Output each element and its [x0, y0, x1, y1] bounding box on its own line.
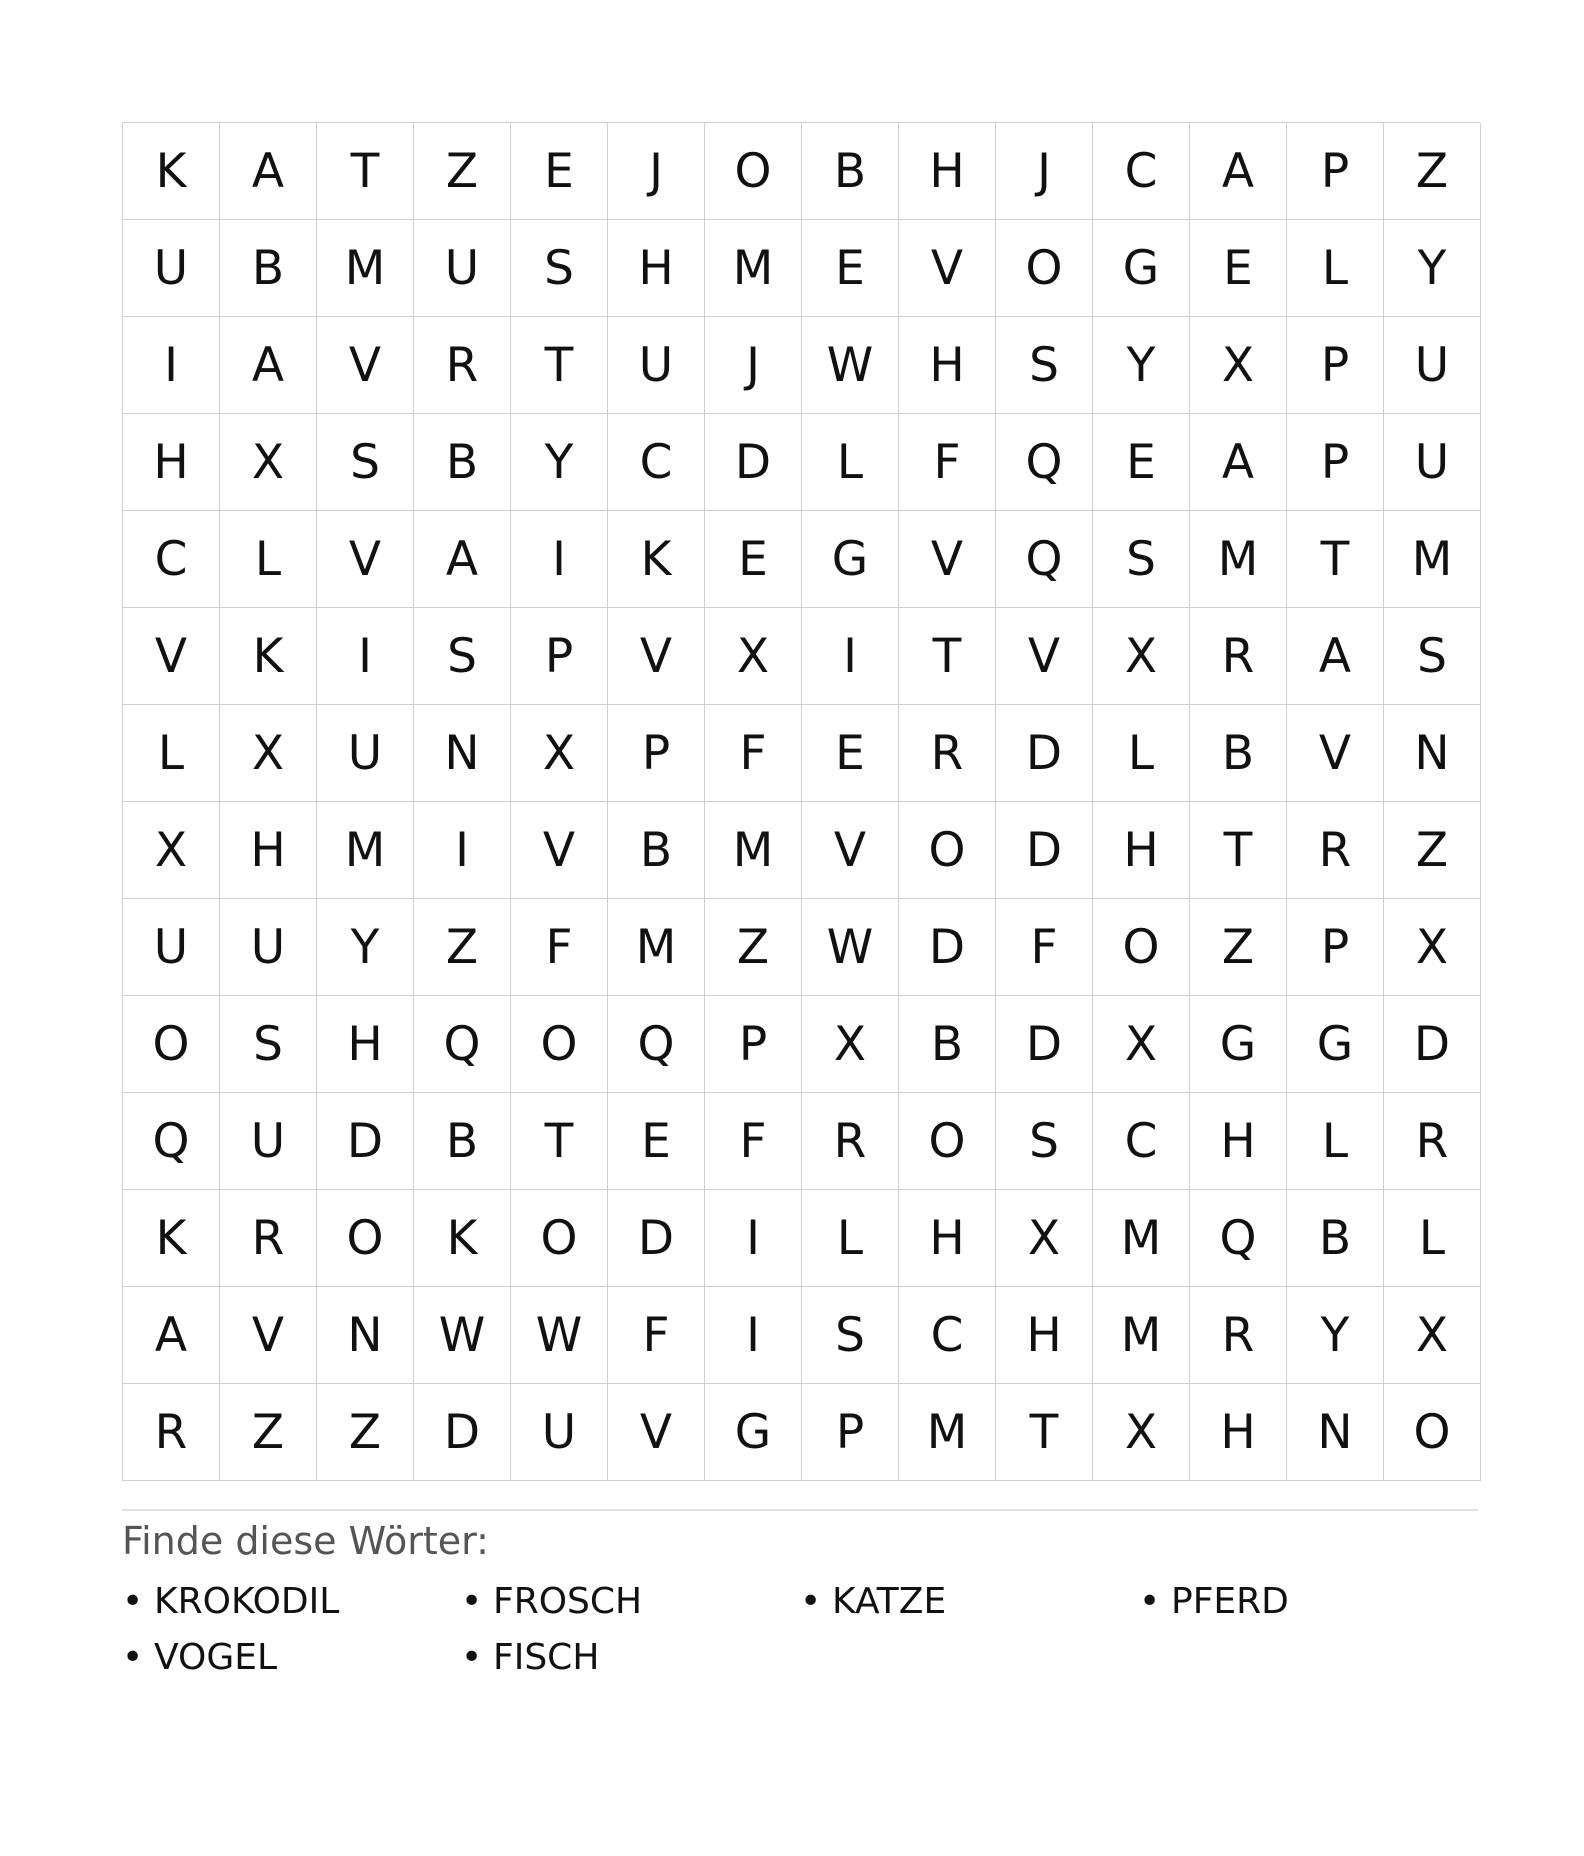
grid-cell[interactable]: R [1384, 1093, 1481, 1190]
grid-cell[interactable]: B [414, 1093, 511, 1190]
grid-cell[interactable]: O [705, 123, 802, 220]
grid-cell[interactable]: M [1190, 511, 1287, 608]
grid-cell[interactable]: O [996, 220, 1093, 317]
grid-cell[interactable]: Y [511, 414, 608, 511]
grid-cell[interactable]: Z [1384, 123, 1481, 220]
grid-cell[interactable]: R [414, 317, 511, 414]
grid-cell[interactable]: K [123, 123, 220, 220]
grid-cell[interactable]: S [996, 317, 1093, 414]
word-list-title: Finde diese Wörter: [122, 1519, 489, 1563]
grid-cell[interactable]: N [317, 1287, 414, 1384]
grid-cell[interactable]: P [1287, 123, 1384, 220]
grid-cell[interactable]: U [608, 317, 705, 414]
grid-cell[interactable]: E [705, 511, 802, 608]
grid-cell[interactable]: U [414, 220, 511, 317]
grid-cell[interactable]: L [1287, 220, 1384, 317]
grid-cell[interactable]: T [317, 123, 414, 220]
grid-cell[interactable]: M [1384, 511, 1481, 608]
grid-cell[interactable]: Q [123, 1093, 220, 1190]
grid-cell[interactable]: L [1384, 1190, 1481, 1287]
grid-cell[interactable]: S [414, 608, 511, 705]
grid-cell[interactable]: G [802, 511, 899, 608]
grid-cell[interactable]: R [220, 1190, 317, 1287]
grid-cell[interactable]: P [705, 996, 802, 1093]
grid-cell[interactable]: A [123, 1287, 220, 1384]
grid-cell[interactable]: K [608, 511, 705, 608]
grid-cell[interactable]: V [123, 608, 220, 705]
grid-cell[interactable]: T [1287, 511, 1384, 608]
grid-cell[interactable]: V [511, 802, 608, 899]
grid-cell[interactable]: L [1093, 705, 1190, 802]
grid-cell[interactable]: D [1384, 996, 1481, 1093]
grid-cell[interactable]: A [1190, 123, 1287, 220]
grid-cell[interactable]: I [317, 608, 414, 705]
grid-cell[interactable]: J [608, 123, 705, 220]
grid-cell[interactable]: F [705, 1093, 802, 1190]
grid-cell[interactable]: P [802, 1384, 899, 1481]
grid-cell[interactable]: U [1384, 414, 1481, 511]
grid-cell[interactable]: Q [996, 414, 1093, 511]
grid-cell[interactable]: G [1287, 996, 1384, 1093]
grid-cell[interactable]: Y [1093, 317, 1190, 414]
bullet-icon: • [1139, 1581, 1161, 1622]
grid-cell[interactable]: K [414, 1190, 511, 1287]
grid-cell[interactable]: R [1190, 1287, 1287, 1384]
grid-cell[interactable]: U [317, 705, 414, 802]
grid-cell[interactable]: K [123, 1190, 220, 1287]
grid-cell[interactable]: I [123, 317, 220, 414]
grid-cell[interactable]: H [996, 1287, 1093, 1384]
grid-cell[interactable]: O [511, 1190, 608, 1287]
grid-cell[interactable]: P [511, 608, 608, 705]
grid-cell[interactable]: O [899, 1093, 996, 1190]
grid-cell[interactable]: U [220, 1093, 317, 1190]
grid-cell[interactable]: L [123, 705, 220, 802]
grid-cell[interactable]: D [317, 1093, 414, 1190]
grid-cell[interactable]: B [608, 802, 705, 899]
grid-cell[interactable]: H [317, 996, 414, 1093]
grid-cell[interactable]: P [1287, 899, 1384, 996]
grid-cell[interactable]: F [511, 899, 608, 996]
grid-cell[interactable]: S [511, 220, 608, 317]
grid-cell[interactable]: L [802, 414, 899, 511]
grid-cell[interactable]: U [220, 899, 317, 996]
grid-cell[interactable]: H [1190, 1093, 1287, 1190]
word-label: PFERD [1171, 1581, 1289, 1622]
grid-cell[interactable]: D [996, 996, 1093, 1093]
grid-cell[interactable]: J [705, 317, 802, 414]
grid-cell[interactable]: X [220, 414, 317, 511]
grid-cell[interactable]: R [1287, 802, 1384, 899]
grid-cell[interactable]: U [1384, 317, 1481, 414]
word-list-item [1139, 1579, 1478, 1625]
grid-cell[interactable]: P [1287, 414, 1384, 511]
grid-cell[interactable]: X [1384, 899, 1481, 996]
grid-cell[interactable]: H [608, 220, 705, 317]
word-list [122, 1579, 1478, 1681]
grid-cell[interactable]: H [1093, 802, 1190, 899]
word-list-item [461, 1579, 800, 1625]
grid-cell[interactable]: R [1190, 608, 1287, 705]
grid-cell[interactable]: J [996, 123, 1093, 220]
grid-cell[interactable]: B [220, 220, 317, 317]
word-label: KROKODIL [154, 1581, 340, 1622]
grid-cell[interactable]: X [705, 608, 802, 705]
grid-cell[interactable]: V [317, 511, 414, 608]
grid-cell[interactable]: B [802, 123, 899, 220]
grid-cell[interactable]: X [511, 705, 608, 802]
grid-cell[interactable]: L [220, 511, 317, 608]
word-label: KATZE [832, 1581, 947, 1622]
grid-cell[interactable]: S [1093, 511, 1190, 608]
grid-cell[interactable]: H [123, 414, 220, 511]
grid-cell[interactable]: T [1190, 802, 1287, 899]
divider [122, 1509, 1478, 1511]
bullet-icon: • [461, 1581, 483, 1622]
word-list-item [122, 1579, 461, 1625]
grid-cell[interactable]: V [899, 511, 996, 608]
grid-cell[interactable]: R [899, 705, 996, 802]
grid-cell[interactable]: M [705, 802, 802, 899]
grid-cell[interactable]: B [414, 414, 511, 511]
grid-cell[interactable]: G [1093, 220, 1190, 317]
grid-cell[interactable]: F [705, 705, 802, 802]
grid-cell[interactable]: U [511, 1384, 608, 1481]
grid-cell[interactable]: M [899, 1384, 996, 1481]
grid-cell[interactable]: T [511, 1093, 608, 1190]
grid-cell[interactable]: H [220, 802, 317, 899]
grid-cell[interactable]: C [1093, 123, 1190, 220]
grid-cell[interactable]: A [1190, 414, 1287, 511]
grid-cell[interactable]: N [1287, 1384, 1384, 1481]
grid-cell[interactable]: Q [1190, 1190, 1287, 1287]
grid-cell[interactable]: H [899, 317, 996, 414]
grid-cell[interactable]: I [705, 1190, 802, 1287]
grid-cell[interactable]: X [1384, 1287, 1481, 1384]
grid-cell[interactable]: F [608, 1287, 705, 1384]
grid-cell[interactable]: W [802, 317, 899, 414]
grid-cell[interactable]: O [123, 996, 220, 1093]
grid-cell[interactable]: D [608, 1190, 705, 1287]
grid-cell[interactable]: X [1093, 996, 1190, 1093]
grid-cell[interactable]: Z [220, 1384, 317, 1481]
grid-cell[interactable]: V [899, 220, 996, 317]
grid-cell[interactable]: C [1093, 1093, 1190, 1190]
grid-cell[interactable]: O [511, 996, 608, 1093]
grid-cell[interactable]: D [996, 802, 1093, 899]
grid-cell[interactable]: X [1190, 317, 1287, 414]
grid-cell[interactable]: W [414, 1287, 511, 1384]
bullet-icon: • [122, 1637, 144, 1678]
grid-cell[interactable]: M [317, 220, 414, 317]
grid-cell[interactable]: W [511, 1287, 608, 1384]
grid-cell[interactable]: X [1093, 1384, 1190, 1481]
letter-grid [122, 122, 1480, 1481]
grid-cell[interactable]: V [996, 608, 1093, 705]
grid-cell[interactable]: O [1093, 899, 1190, 996]
grid-cell[interactable]: C [899, 1287, 996, 1384]
grid-cell[interactable]: A [1287, 608, 1384, 705]
grid-cell[interactable]: T [899, 608, 996, 705]
grid-cell[interactable]: N [414, 705, 511, 802]
grid-cell[interactable]: E [1093, 414, 1190, 511]
grid-cell[interactable]: I [802, 608, 899, 705]
grid-cell[interactable]: A [220, 123, 317, 220]
grid-cell[interactable]: L [802, 1190, 899, 1287]
grid-cell[interactable]: X [123, 802, 220, 899]
grid-cell[interactable]: W [802, 899, 899, 996]
grid-cell[interactable]: D [414, 1384, 511, 1481]
grid-cell[interactable]: G [705, 1384, 802, 1481]
grid-cell[interactable]: S [996, 1093, 1093, 1190]
grid-cell[interactable]: S [802, 1287, 899, 1384]
grid-cell[interactable]: A [220, 317, 317, 414]
grid-cell[interactable]: V [608, 1384, 705, 1481]
grid-cell[interactable]: X [220, 705, 317, 802]
word-label: FISCH [493, 1637, 600, 1678]
grid-cell[interactable]: X [1093, 608, 1190, 705]
word-list-item [800, 1579, 1139, 1625]
word-search-sheet [122, 122, 1478, 1681]
grid-cell[interactable]: V [220, 1287, 317, 1384]
grid-cell[interactable]: C [608, 414, 705, 511]
grid-cell[interactable]: Z [317, 1384, 414, 1481]
grid-cell[interactable]: Z [705, 899, 802, 996]
grid-cell[interactable]: Q [414, 996, 511, 1093]
grid-cell[interactable]: E [802, 705, 899, 802]
grid-cell[interactable]: E [1190, 220, 1287, 317]
grid-cell[interactable]: U [123, 899, 220, 996]
grid-cell[interactable]: C [123, 511, 220, 608]
bullet-icon: • [800, 1581, 822, 1622]
grid-cell[interactable]: E [511, 123, 608, 220]
grid-cell[interactable]: B [1287, 1190, 1384, 1287]
word-list-item [461, 1635, 800, 1681]
grid-cell[interactable]: R [802, 1093, 899, 1190]
grid-cell[interactable]: R [123, 1384, 220, 1481]
grid-cell[interactable]: Z [414, 123, 511, 220]
grid-cell[interactable]: Z [414, 899, 511, 996]
grid-cell[interactable]: H [899, 1190, 996, 1287]
grid-cell[interactable]: V [608, 608, 705, 705]
word-list-item [122, 1635, 461, 1681]
grid-cell[interactable]: A [414, 511, 511, 608]
grid-cell[interactable]: E [802, 220, 899, 317]
grid-cell[interactable]: M [705, 220, 802, 317]
grid-cell[interactable]: Y [1287, 1287, 1384, 1384]
grid-cell[interactable]: P [1287, 317, 1384, 414]
grid-cell[interactable]: N [1384, 705, 1481, 802]
grid-cell[interactable]: O [317, 1190, 414, 1287]
bullet-icon: • [122, 1581, 144, 1622]
grid-cell[interactable]: V [1287, 705, 1384, 802]
grid-cell[interactable]: D [996, 705, 1093, 802]
grid-cell[interactable]: O [1384, 1384, 1481, 1481]
grid-cell[interactable]: I [705, 1287, 802, 1384]
grid-cell[interactable]: K [220, 608, 317, 705]
grid-cell[interactable]: M [608, 899, 705, 996]
word-label: VOGEL [154, 1637, 278, 1678]
grid-cell[interactable]: H [1190, 1384, 1287, 1481]
bullet-icon: • [461, 1637, 483, 1678]
grid-cell[interactable]: S [220, 996, 317, 1093]
word-label: FROSCH [493, 1581, 643, 1622]
grid-cell[interactable]: F [899, 414, 996, 511]
grid-cell[interactable]: U [123, 220, 220, 317]
grid-cell[interactable]: S [317, 414, 414, 511]
grid-cell[interactable]: L [1287, 1093, 1384, 1190]
grid-cell[interactable]: T [511, 317, 608, 414]
grid-cell[interactable]: M [317, 802, 414, 899]
grid-cell[interactable]: D [705, 414, 802, 511]
grid-cell[interactable]: G [1190, 996, 1287, 1093]
grid-cell[interactable]: I [511, 511, 608, 608]
grid-cell[interactable]: S [1384, 608, 1481, 705]
grid-cell[interactable]: V [802, 802, 899, 899]
grid-cell[interactable]: Q [608, 996, 705, 1093]
grid-cell[interactable]: E [608, 1093, 705, 1190]
grid-cell[interactable]: T [996, 1384, 1093, 1481]
grid-cell[interactable]: Z [1190, 899, 1287, 996]
grid-cell[interactable]: B [1190, 705, 1287, 802]
grid-cell[interactable]: X [996, 1190, 1093, 1287]
grid-cell[interactable]: F [996, 899, 1093, 996]
grid-cell[interactable]: V [317, 317, 414, 414]
grid-cell[interactable]: B [899, 996, 996, 1093]
grid-cell[interactable]: M [1093, 1287, 1190, 1384]
grid-cell[interactable]: Y [317, 899, 414, 996]
grid-cell[interactable]: D [899, 899, 996, 996]
grid-cell[interactable]: Z [1384, 802, 1481, 899]
grid-cell[interactable]: H [899, 123, 996, 220]
grid-cell[interactable]: P [608, 705, 705, 802]
grid-cell[interactable]: Y [1384, 220, 1481, 317]
grid-cell[interactable]: Q [996, 511, 1093, 608]
grid-cell[interactable]: X [802, 996, 899, 1093]
grid-cell[interactable]: M [1093, 1190, 1190, 1287]
grid-cell[interactable]: I [414, 802, 511, 899]
grid-cell[interactable]: O [899, 802, 996, 899]
